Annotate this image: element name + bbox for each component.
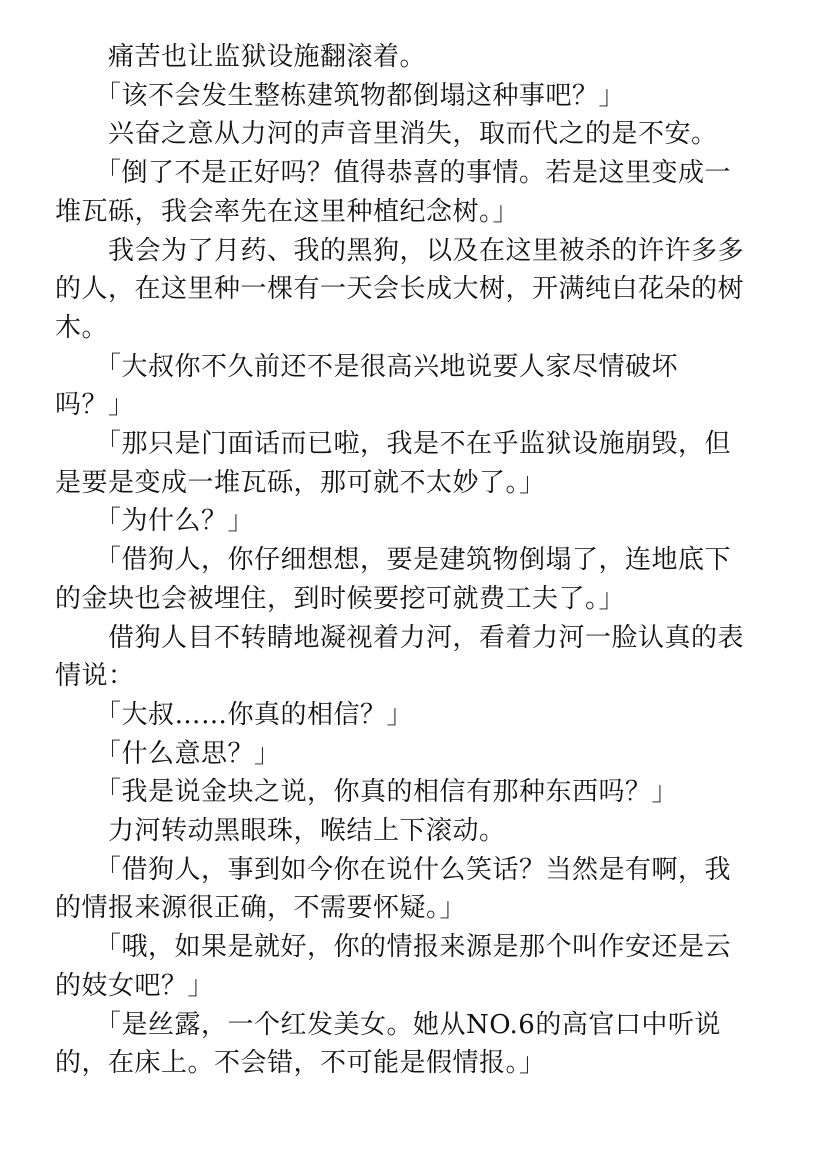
- paragraph: 「大叔……你真的相信？」: [55, 699, 414, 730]
- paragraph: 「那只是门面话而已啦，我是不在乎监狱设施崩毁，但 是要是变成一堆瓦砾，那可就不太妙了。」: [55, 429, 732, 498]
- paragraph: 借狗人目不转睛地凝视着力河，看着力河一脸认真的表 情说：: [55, 622, 745, 692]
- paragraph: 「借狗人，事到如今你在说什么笑话？当然是有啊，我 的情报来源很正确，不需要怀疑。」: [55, 854, 732, 924]
- paragraph: 我会为了月药、我的黑狗，以及在这里被杀的许许多多 的人，在这里种一棵有一天会长成大树，开满纯白花朵的树 木。: [55, 235, 745, 343]
- paragraph: 「借狗人，你仔细想想，要是建筑物倒塌了，连地底下 的金块也会被埋住，到时候要挖可就费工夫了。」: [55, 545, 732, 614]
- paragraph: 「是丝露，一个红发美女。她从NO.6的高官口中听说 的，在床上。不会错，不可能是假情报。」: [55, 1009, 721, 1079]
- paragraph: 「该不会发生整栋建筑物都倒塌这种事吧？」: [55, 80, 626, 111]
- paragraph: 兴奋之意从力河的声音里消失，取而代之的是不安。: [55, 119, 718, 150]
- paragraph: 「哦，如果是就好，你的情报来源是那个叫作安还是云 的妓女吧？」: [55, 932, 732, 1001]
- paragraph: 力河转动黑眼珠，喉结上下滚动。: [55, 816, 506, 847]
- paragraph: 痛苦也让监狱设施翻滚着。: [55, 42, 427, 72]
- paragraph: 「大叔你不久前还不是很高兴地说要人家尽情破坏 吗？」: [55, 351, 679, 421]
- paragraph: 「倒了不是正好吗？值得恭喜的事情。若是这里变成一 堆瓦砾，我会率先在这里种植纪念树。」: [55, 158, 732, 227]
- paragraph: 「什么意思？」: [55, 738, 281, 769]
- paragraph: 「为什么？」: [55, 506, 255, 537]
- paragraph: 「我是说金块之说，你真的相信有那种东西吗？」: [55, 777, 679, 808]
- body-text: [55, 38, 755, 1083]
